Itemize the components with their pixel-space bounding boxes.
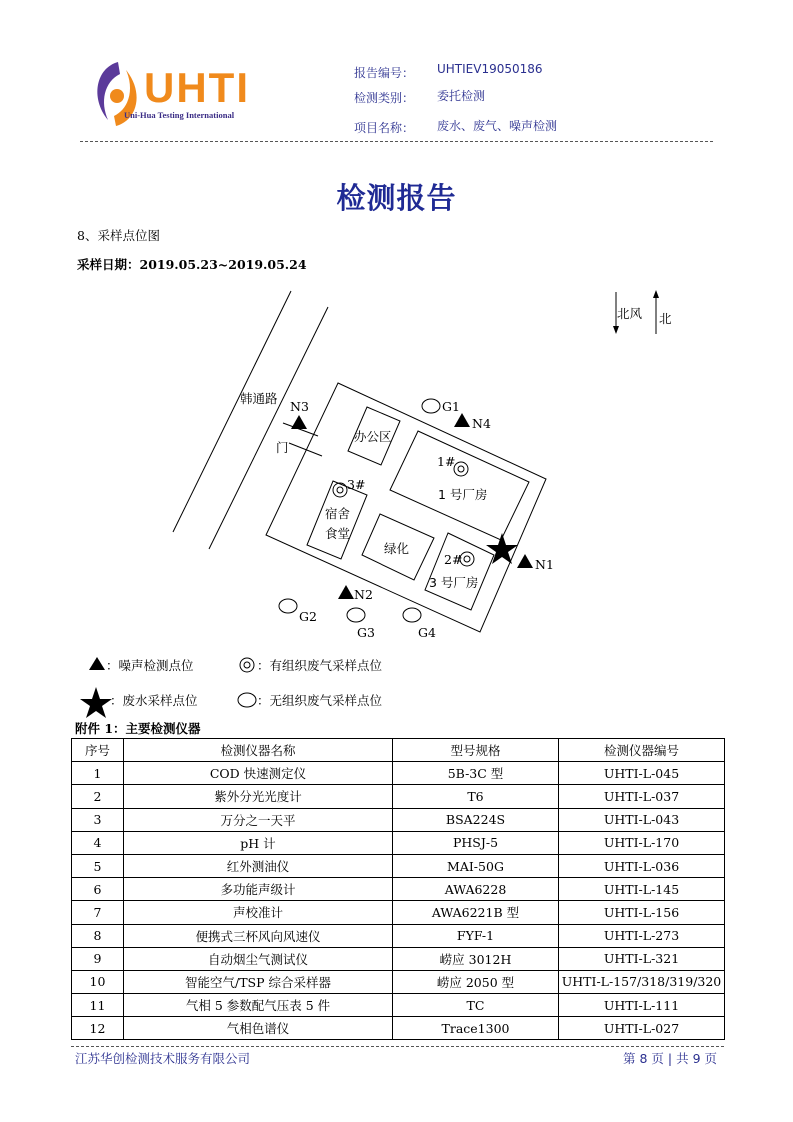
noise-point-n1 [517,554,533,568]
legend-noise-text: ：噪声检测点位 [106,658,194,673]
report-no-label: 报告编号： [354,66,415,80]
unorganized-gas-label-g1: G1 [442,399,460,414]
cell-instrument-id: UHTI-L-111 [559,994,725,1017]
organized-gas-point-3 [333,483,347,497]
cell-instrument-id: UHTI-L-156 [559,901,725,924]
cell-seq: 11 [72,994,124,1017]
legend-organized-gas-icon [240,658,254,672]
table-row [72,1017,725,1040]
cell-seq: 4 [72,831,124,854]
wastewater-point-icon [486,533,518,564]
noise-label-n2: N2 [354,587,373,602]
gate-marker-bottom [289,443,322,456]
cell-instrument-name: 自动烟尘气测试仪 [124,947,393,970]
instrument-table [71,738,725,1040]
cell-model: AWA6221B 型 [393,901,559,924]
cell-seq: 3 [72,808,124,831]
cell-model: AWA6228 [393,878,559,901]
cell-model: FYF-1 [393,924,559,947]
plant-boundary [266,383,546,632]
north-label: 北 [659,311,672,326]
cell-seq: 7 [72,901,124,924]
cell-instrument-name: 多功能声级计 [124,878,393,901]
cell-seq: 9 [72,947,124,970]
header-instrument-id: 检测仪器编号 [559,739,725,762]
cell-model: BSA224S [393,808,559,831]
table-row [72,785,725,808]
legend-unorganized-gas-icon [238,693,256,707]
cell-model: 崂应 2050 型 [393,970,559,993]
cell-instrument-name: 紫外分光光度计 [124,785,393,808]
noise-point-n2 [338,585,354,599]
factory-3-label: 3 号厂房 [429,575,479,590]
canteen-label: 食堂 [325,526,351,541]
noise-label-n4: N4 [472,416,491,431]
report-no-value: UHTIEV19050186 [437,62,543,76]
table-row [72,878,725,901]
noise-label-n1: N1 [535,557,554,572]
unorganized-gas-label-g3: G3 [357,625,375,640]
cell-instrument-id: UHTI-L-321 [559,947,725,970]
cell-seq: 6 [72,878,124,901]
cell-instrument-id: UHTI-L-170 [559,831,725,854]
legend-unorganized-gas-text: ：无组织废气采样点位 [257,693,383,708]
cell-seq: 10 [72,970,124,993]
cell-seq: 1 [72,762,124,785]
noise-point-n4 [454,413,470,427]
organized-gas-point-1 [454,462,468,476]
cell-instrument-name: 万分之一天平 [124,808,393,831]
factory-3-building [425,533,494,610]
table-row [72,831,725,854]
table-row [72,808,725,831]
unorganized-gas-label-g2: G2 [299,609,317,624]
cell-seq: 12 [72,1017,124,1040]
dorm-label: 宿舍 [325,506,351,521]
table-row [72,924,725,947]
table-row [72,901,725,924]
wind-arrow-head-icon [613,326,619,334]
sampling-date: 采样日期：2019.05.23~2019.05.24 [77,257,307,272]
footer-company: 江苏华创检测技术服务有限公司 [75,1051,251,1066]
cell-instrument-id: UHTI-L-273 [559,924,725,947]
cell-instrument-id: UHTI-L-043 [559,808,725,831]
cell-instrument-id: UHTI-L-037 [559,785,725,808]
footer-divider [71,1046,724,1047]
cell-instrument-id: UHTI-L-157/318/319/320 [559,970,725,993]
cell-instrument-id: UHTI-L-027 [559,1017,725,1040]
header-instrument-name: 检测仪器名称 [124,739,393,762]
noise-point-n3 [291,415,307,429]
cell-model: Trace1300 [393,1017,559,1040]
table-row [72,947,725,970]
table-row [72,994,725,1017]
cell-instrument-id: UHTI-L-036 [559,854,725,877]
gate-label: 门 [276,440,289,455]
cell-instrument-name: 红外测油仪 [124,854,393,877]
wind-label: 北风 [617,306,643,321]
cell-seq: 8 [72,924,124,947]
section-heading: 8、采样点位图 [77,228,160,243]
green-label: 绿化 [384,541,410,556]
unorganized-gas-point-g1 [422,399,440,413]
unorganized-gas-point-g4 [403,608,421,622]
north-arrow-head-icon [653,290,659,298]
appendix-title: 附件 1：主要检测仪器 [75,721,201,736]
noise-label-n3: N3 [290,399,309,414]
header-model: 型号规格 [393,739,559,762]
cell-instrument-name: 便携式三杯风向风速仪 [124,924,393,947]
unorganized-gas-label-g4: G4 [418,625,436,640]
cell-model: PHSJ-5 [393,831,559,854]
organized-gas-label-1: 1# [437,454,456,469]
logo-text: UHTI [144,64,250,111]
road-label: 韩通路 [240,391,278,406]
unorganized-gas-point-g2 [279,599,297,613]
table-row [72,970,725,993]
header-seq: 序号 [72,739,124,762]
office-label: 办公区 [354,429,392,444]
legend-noise-icon [89,657,105,670]
cell-instrument-id: UHTI-L-145 [559,878,725,901]
organized-gas-label-3: 3# [347,477,366,492]
road-edge-right [209,307,328,549]
cell-seq: 2 [72,785,124,808]
cell-model: TC [393,994,559,1017]
cell-instrument-name: 声校准计 [124,901,393,924]
cell-instrument-name: pH 计 [124,831,393,854]
cell-instrument-name: 气相 5 参数配气压表 5 件 [124,994,393,1017]
cell-model: 5B-3C 型 [393,762,559,785]
table-header-row [72,739,725,762]
road-edge-left [173,291,291,532]
logo-subtitle: Uni-Hua Testing International [124,110,235,120]
cell-model: MAI-50G [393,854,559,877]
page-title: 检测报告 [336,181,457,215]
table-row [72,854,725,877]
factory-1-label: 1 号厂房 [438,487,488,502]
factory-1-building [390,431,529,540]
cell-instrument-name: 气相色谱仪 [124,1017,393,1040]
footer-page: 第 8 页 | 共 9 页 [623,1051,717,1066]
cell-instrument-name: 智能空气/TSP 综合采样器 [124,970,393,993]
legend-wastewater-text: ：废水采样点位 [110,693,198,708]
legend-organized-gas-text: ：有组织废气采样点位 [257,658,383,673]
table-row [72,762,725,785]
cell-model: 崂应 3012H [393,947,559,970]
cell-seq: 5 [72,854,124,877]
legend-wastewater-icon [80,687,112,718]
project-value: 废水、废气、噪声检测 [437,119,558,133]
category-value: 委托检测 [437,89,486,103]
cell-instrument-id: UHTI-L-045 [559,762,725,785]
cell-instrument-name: COD 快速测定仪 [124,762,393,785]
category-label: 检测类别： [354,91,415,105]
unorganized-gas-point-g3 [347,608,365,622]
cell-model: T6 [393,785,559,808]
project-label: 项目名称： [354,121,415,135]
organized-gas-label-2: 2# [444,552,463,567]
